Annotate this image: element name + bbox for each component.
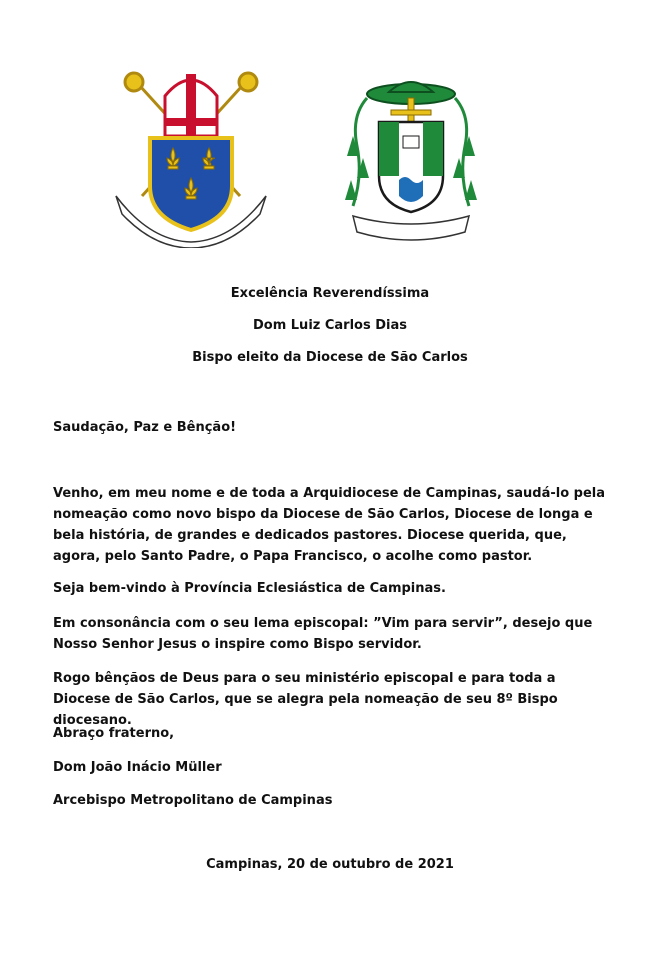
paragraph-4: Rogo bênçãos de Deus para o seu ministério episcopal e para toda a Diocese de São Carlos, que se alegra pela nomeação de seu 8º Bispo diocesano. (53, 671, 558, 728)
signature-name: Dom João Inácio Müller (53, 760, 222, 775)
recipient-title: Bispo eleito da Diocese de São Carlos (192, 350, 468, 365)
signature-title: Arcebispo Metropolitano de Campinas (53, 793, 333, 808)
letter-date: Campinas, 20 de outubro de 2021 (206, 857, 454, 872)
paragraph-3: Em consonância com o seu lema episcopal: ”Vim para servir”, desejo que Nosso Senhor Jesus o inspire como Bispo servidor. (53, 616, 593, 652)
recipient-name: Dom Luiz Carlos Dias (252, 318, 407, 333)
recipient-salutation: Excelência Reverendíssima (230, 286, 430, 301)
greeting: Saudação, Paz e Bênção! (53, 420, 237, 435)
paragraph-1: Venho, em meu nome e de toda a Arquidiocese de Campinas, saudá-lo pela nomeação como novo bispo da Diocese de São Carlos, Diocese de longa e bela história, de grandes e dedicados pastores. Diocese querida, que, agora, pelo Santo Padre, o Papa Francisco, o acolhe como pastor. (53, 486, 606, 564)
paragraph-2: Seja bem-vindo à Província Eclesiástica de Campinas. (53, 581, 446, 596)
closing: Abraço fraterno, (53, 726, 175, 741)
archdiocese-coat-of-arms-icon (110, 66, 272, 248)
episcopal-coat-of-arms-icon (343, 76, 479, 248)
